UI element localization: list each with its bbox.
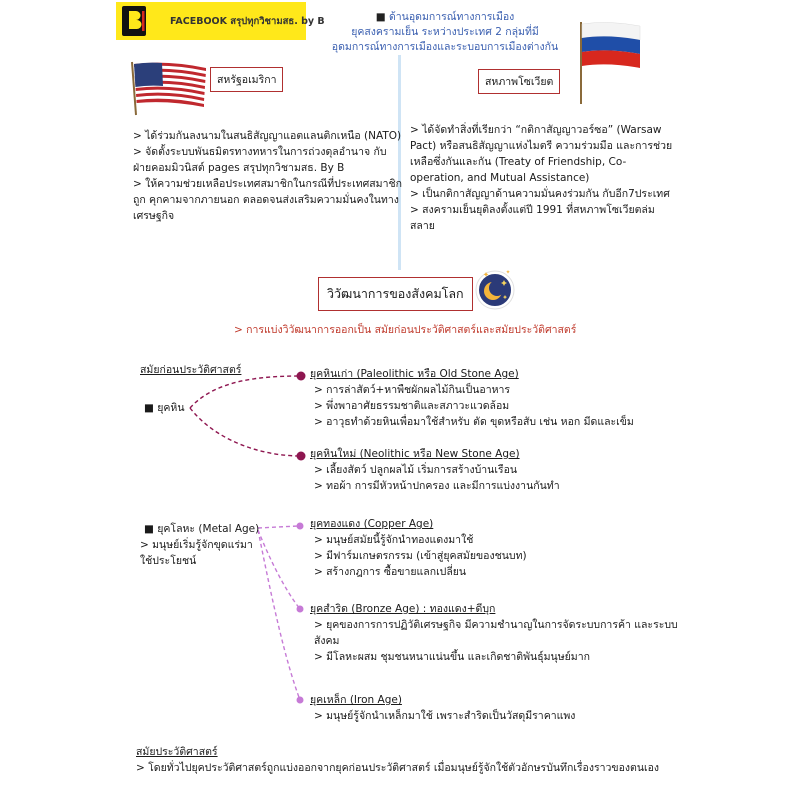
heading-line-3: อุดมการณ์ทางการเมืองและระบอบการเมืองต่างกัน (331, 41, 559, 53)
copper-title: ยุคทองแดง (Copper Age) (310, 518, 434, 530)
heading-line-2: ยุคสงครามเย็น ระหว่างประเทศ 2 กลุ่มที่มี (351, 26, 539, 38)
copper-node (297, 523, 304, 530)
paleolithic-title: ยุคหินเก่า (Paleolithic หรือ Old Stone Age) (310, 368, 519, 380)
copper-item: > มนุษย์สมัยนี้รู้จักนำทองแดงมาใช้ (314, 534, 474, 546)
stone-to-paleolithic-line (190, 376, 301, 408)
neolithic-node (297, 452, 306, 461)
bronze-item: > มีโลหะผสม ชุมชนหนาแน่นขึ้น และเกิดชาติพันธุ์มนุษย์มาก (314, 651, 590, 663)
paleolithic-node (297, 372, 306, 381)
ussr-item: Pact) หรือสนธิสัญญาแห่งไมตรี ความร่วมมือ และการช่วย (410, 140, 673, 152)
usa-item: > ให้ความช่วยเหลือประเทศสมาชิกในกรณีที่ประเทศสมาชิก (133, 178, 402, 190)
metal-age-note: > มนุษย์เริ่มรู้จักขุดแร่มา (140, 539, 253, 551)
neolithic-item: > เลี้ยงสัตว์ ปลูกผลไม้ เริ่มการสร้างบ้านเรือน (314, 464, 518, 476)
metal-to-iron-line (258, 530, 300, 700)
history-label: สมัยประวัติศาสตร์ (136, 746, 218, 758)
copper-item: > สร้างกฎการ ซื้อขายแลกเปลี่ยน (314, 566, 467, 578)
bronze-block (310, 601, 678, 665)
neolithic-block (310, 446, 560, 494)
ussr-item: operation, and Mutual Assistance) (410, 172, 590, 184)
russia-flag-icon (578, 20, 642, 106)
ussr-item: เหลือซึ่งกันและกัน (Treaty of Friendship, Co- (410, 156, 627, 168)
bronze-item: สังคม (314, 635, 340, 647)
bronze-node (297, 606, 304, 613)
paleolithic-block (310, 366, 634, 430)
heading (330, 10, 560, 55)
usa-item: > จัดตั้งระบบพันธมิตรทางทหารในการถ่วงดุลอำนาจ กับ (133, 146, 387, 158)
iron-item: > มนุษย์รู้จักนำเหล็กมาใช้ เพราะสำริดเป็นวัสดุมีราคาแพง (314, 710, 576, 722)
paleolithic-item: > อาวุธทำด้วยหินเพื่อมาใช้สำหรับ ตัด ขุดหรือสับ เช่น หอก มีดและเข็ม (314, 416, 634, 428)
ussr-item: สลาย (410, 220, 435, 232)
stone-age-label: ■ ยุคหิน (144, 402, 185, 414)
brand-logo-icon (122, 6, 146, 36)
usa-item: > ได้ร่วมกันลงนามในสนธิสัญญาแอตแลนติกเหนือ (NATO) (133, 130, 402, 142)
neolithic-item: > ทอผ้า การมีหัวหน้าปกครอง และมีการแบ่งงานกันทำ (314, 480, 560, 492)
neolithic-title: ยุคหินใหม่ (Neolithic หรือ New Stone Age) (310, 448, 520, 460)
brand-text: FACEBOOK สรุปทุกวิชามสธ. by B (170, 16, 325, 27)
copper-block (310, 516, 527, 580)
iron-title: ยุคเหล็ก (Iron Age) (310, 694, 402, 706)
us-flag-icon (128, 60, 208, 116)
section-subtitle: > การแบ่งวิวัฒนาการออกเป็น สมัยก่อนประวัติศาสตร์และสมัยประวัติศาสตร์ (234, 324, 577, 336)
usa-item: เศรษฐกิจ (133, 210, 175, 222)
usa-item: ฝ่ายคอมมิวนิสต์ pages สรุปทุกวิชามสธ. By B (133, 162, 345, 174)
iron-node (297, 697, 304, 704)
ussr-item: > ได้จัดทำสิ่งที่เรียกว่า “กติกาสัญญาวอร์ซอ” (Warsaw (410, 124, 662, 136)
heading-bullet: ■ (375, 11, 386, 23)
ussr-item: > เป็นกติกาสัญญาด้านความมั่นคงร่วมกัน กับอีก7ประเทศ (410, 188, 670, 200)
metal-age-label: ■ ยุคโลหะ (Metal Age) (144, 523, 260, 535)
ussr-items (410, 122, 672, 234)
crescent-moon-icon (474, 268, 516, 310)
metal-to-copper-line (258, 526, 298, 528)
stone-to-neolithic-line (190, 408, 301, 456)
ussr-label: สหภาพโซเวียต (478, 69, 560, 94)
prehistory-label: สมัยก่อนประวัติศาสตร์ (140, 364, 242, 376)
history-text: > โดยทั่วไปยุคประวัติศาสตร์ถูกแบ่งออกจากยุคก่อนประวัติศาสตร์ เมื่อมนุษย์รู้จักใช้ตัวอักษรบันทึกเรื่องราวของตนเอง (136, 762, 660, 774)
brand-banner[interactable] (116, 2, 325, 40)
usa-label: สหรัฐอเมริกา (210, 67, 283, 92)
iron-block (310, 692, 575, 724)
bronze-title: ยุคสำริด (Bronze Age) : ทองแดง+ดีบุก (310, 603, 496, 615)
metal-age-note: ใช้ประโยชน์ (140, 555, 197, 567)
section-title: วิวัฒนาการของสังคมโลก (318, 277, 473, 311)
copper-item: > มีฟาร์มเกษตรกรรม (เข้าสู่ยุคสมัยของชนบท) (314, 550, 527, 562)
bronze-item: > ยุคของการการปฏิวัติเศรษฐกิจ มีความชำนาญในการจัดระบบการค้า และระบบ (314, 619, 678, 631)
paleolithic-item: > การล่าสัตว์+หาพืชผักผลไม้กินเป็นอาหาร (314, 384, 511, 396)
usa-items (133, 128, 402, 224)
metal-to-bronze-line (258, 530, 300, 609)
ussr-item: > สงครามเย็นยุติลงตั้งแต่ปี 1991 ที่สหภาพโซเวียตล่ม (410, 204, 655, 216)
heading-line-1: ด้านอุดมการณ์ทางการเมือง (388, 11, 515, 23)
usa-item: ถูก คุกคามจากภายนอก ตลอดจนส่งเสริมความมั่นคงในทาง (133, 194, 399, 206)
paleolithic-item: > พึ่งพาอาศัยธรรมชาติและสภาวะแวดล้อม (314, 400, 510, 412)
